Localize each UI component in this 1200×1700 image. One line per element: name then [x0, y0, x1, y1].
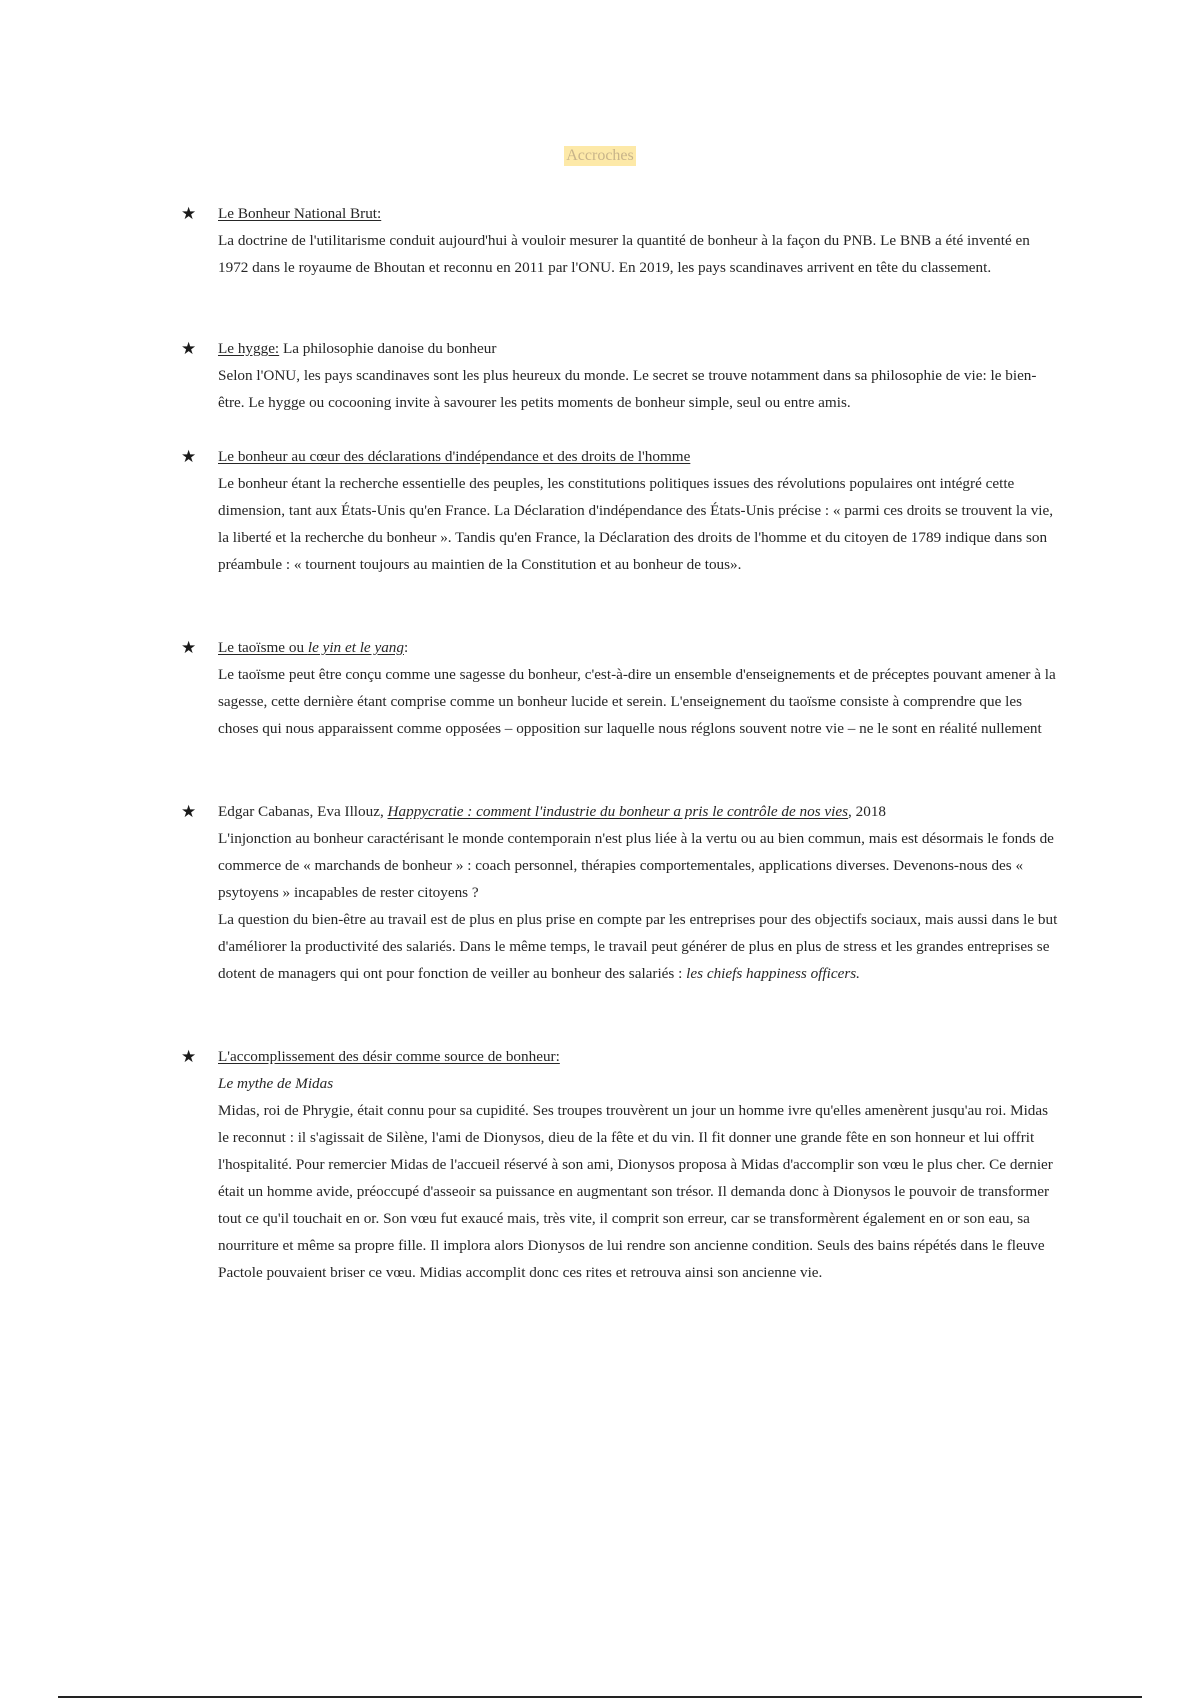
star-icon: ★ [181, 339, 197, 358]
body-2-text: La question du bien-être au travail est de plus en plus prise en compte par les entreprises pour des objectifs sociaux, mais aussi dans le but d'améliorer la productivité des salariés. Dans le même temps, le travail peut générer de plus en plus de stress et les grandes entreprises se dotent de managers qui ont pour fonction de veiller au bonheur des salariés : [218, 911, 1058, 982]
item-body-2 [218, 906, 1058, 987]
star-icon: ★ [181, 204, 197, 223]
item-heading [218, 1043, 1058, 1070]
heading-text: Le taoïsme ou [218, 639, 308, 656]
footer-divider [58, 1696, 1142, 1698]
star-icon: ★ [181, 1047, 197, 1066]
item-body: Selon l'ONU, les pays scandinaves sont les plus heureux du monde. Le secret se trouve notamment dans sa philosophie de vie: le bien-être. Le hygge ou cocooning invite à savourer les petits moments de bonheur simple, seul ou entre amis. [218, 367, 1037, 411]
item-subheading: Le mythe de Midas [218, 1075, 334, 1092]
heading-end: , 2018 [848, 803, 886, 820]
item-heading [218, 200, 1058, 227]
heading-rest: La philosophie danoise du bonheur [279, 340, 497, 357]
body-2-italic: les chiefs happiness officers. [686, 965, 860, 982]
heading-text: Le hygge: [218, 340, 280, 357]
bullet-item-declarations [181, 443, 1058, 578]
item-body: Le bonheur étant la recherche essentielle des peuples, les constitutions politiques issues des révolutions populaires ont intégré cette dimension, tant aux États-Unis qu'en France. La Déclaration d'indépendance des États-Unis précise : « parmi ces droits se trouvent la vie, la liberté et la recherche du bonheur ». Tandis qu'en France, la Déclaration des droits de l'homme et du citoyen de 1789 indique dans son préambule : « tournent toujours au maintien de la Constitution et au bonheur de tous». [218, 475, 1054, 573]
item-body: L'injonction au bonheur caractérisant le monde contemporain n'est plus liée à la vertu ou au bien commun, mais est désormais le fonds de commerce de « marchands de bonheur » : coach personnel, thérapies comportementales, applications diverses. Devenons-nous des « psytoyens » incapables de rester citoyens ? [218, 830, 1054, 901]
bullet-item-taoisme [181, 634, 1058, 742]
heading-authors: Edgar Cabanas, Eva Illouz, [218, 803, 388, 820]
title-container [0, 146, 1200, 166]
bullet-item-hygge [181, 335, 1058, 416]
item-body: Le taoïsme peut être conçu comme une sagesse du bonheur, c'est-à-dire un ensemble d'enseignements et de préceptes pouvant amener à la sagesse, cette dernière étant comprise comme un bonheur lucide et serein. L'enseignement du taoïsme consiste à comprendre que les choses qui nous apparaissent comme opposées – opposition sur laquelle nous réglons souvent notre vie – ne le sont en réalité nullement [218, 666, 1056, 737]
item-heading [218, 443, 1058, 470]
heading-text: Le Bonheur National Brut: [218, 205, 382, 222]
item-heading [218, 798, 1058, 825]
bullet-item-bnb [181, 200, 1058, 281]
bullet-item-midas [181, 1043, 1058, 1286]
star-icon: ★ [181, 638, 197, 657]
heading-end: : [404, 639, 409, 656]
heading-text: L'accomplissement des désir comme source de bonheur: [218, 1048, 560, 1065]
star-icon: ★ [181, 802, 197, 821]
page-title: Accroches [566, 147, 634, 164]
item-heading [218, 335, 1058, 362]
item-heading [218, 634, 1058, 661]
bullet-item-happycratie [181, 798, 1058, 987]
item-body: La doctrine de l'utilitarisme conduit aujourd'hui à vouloir mesurer la quantité de bonheur à la façon du PNB. Le BNB a été inventé en 1972 dans le royaume de Bhoutan et reconnu en 2011 par l'ONU. En 2019, les pays scandinaves arrivent en tête du classement. [218, 232, 1030, 276]
book-title: Happycratie : comment l'industrie du bonheur a pris le contrôle de nos vies [387, 803, 849, 820]
heading-italic: le yin et le yang [307, 639, 404, 656]
star-icon: ★ [181, 447, 197, 466]
heading-text: Le bonheur au cœur des déclarations d'indépendance et des droits de l'homme [218, 448, 691, 465]
item-body: Midas, roi de Phrygie, était connu pour sa cupidité. Ses troupes trouvèrent un jour un homme ivre qu'elles amenèrent jusqu'au roi. Midas le reconnut : il s'agissait de Silène, l'ami de Dionysos, dieu de la fête et du vin. Il fit donner une grande fête en son honneur et lui offrit l'hospitalité. Pour remercier Midas de l'accueil réservé à son ami, Dionysos proposa à Midas d'accomplir son vœu le plus cher. Ce dernier était un homme avide, préoccupé d'asseoir sa puissance en augmentant son trésor. Il demanda donc à Dionysos le pouvoir de transformer tout ce qu'il touchait en or. Son vœu fut exaucé mais, très vite, il comprit son erreur, car se transformèrent également en or son eau, sa nourriture et même sa propre fille. Il implora alors Dionysos de lui rendre son ancienne condition. Seuls des bains répétés dans le fleuve Pactole pouvaient briser ce vœu. Midias accomplit donc ces rites et retrouva ainsi son ancienne vie. [218, 1102, 1053, 1281]
